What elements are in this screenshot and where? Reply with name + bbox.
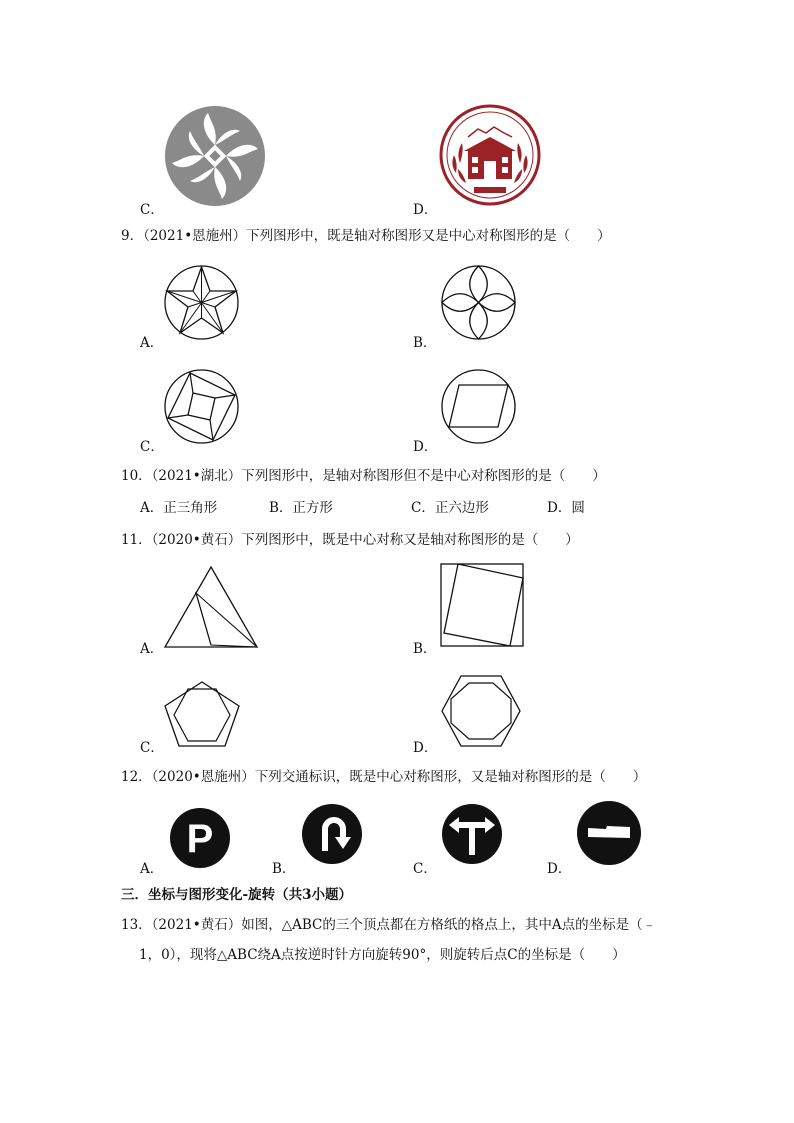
q11-option-a-label: A．: [140, 641, 164, 657]
q13-stem-line1: 13．（2021•黄石）如图，△ABC的三个顶点都在方格纸的格点上，其中A点的坐标是（﹣: [121, 917, 657, 933]
q10-option-b: B．正方形: [269, 500, 333, 516]
q10-option-d: D．圆: [547, 500, 585, 516]
q12-option-a-label: A．: [140, 861, 164, 877]
q11-option-c-pentagon-hexagon: [164, 681, 240, 747]
q12-option-a-parking-sign: [169, 807, 231, 869]
q12-option-c-left-right-turn-sign: [441, 803, 503, 865]
q12-stem: 12．（2020•恩施州）下列交通标识，既是中心对称图形，又是轴对称图形的是（ ）: [121, 769, 647, 785]
option-c-flower-logo: [164, 105, 266, 207]
q13-stem-line2: 1，0），现将△ABC绕A点按逆时针方向旋转90°，则旋转后点C的坐标是（ ）: [139, 947, 626, 963]
q9-option-a-label: A．: [140, 335, 164, 351]
q12-option-b-label: B．: [272, 861, 296, 877]
q9-option-c-pinwheel-square: [164, 369, 239, 444]
q10-stem: 10．（2021•湖北）下列图形中，是轴对称图形但不是中心对称图形的是（ ）: [121, 468, 606, 484]
q11-option-b-square-in-square: [440, 563, 524, 647]
q11-option-a-nested-triangles: [164, 566, 258, 648]
q9-option-c-label: C．: [140, 439, 164, 455]
q9-option-b-four-petal-circle: [441, 265, 516, 340]
q12-option-d-label: D．: [547, 861, 572, 877]
section3-title: 三．坐标与图形变化-旋转（共3小题）: [121, 887, 352, 903]
q12-option-c-label: C．: [413, 861, 437, 877]
q9-option-d-label: D．: [413, 439, 438, 455]
parking-letter: P: [186, 817, 214, 861]
q12-option-b-u-turn-sign: [301, 803, 363, 865]
q11-option-d-label: D．: [413, 740, 438, 756]
q10-option-c: C．正六边形: [411, 500, 489, 516]
q9-option-d-parallelogram-circle: [441, 369, 516, 444]
q11-option-c-label: C．: [140, 740, 164, 756]
q8-option-d-label: D．: [413, 202, 438, 218]
q9-option-b-label: B．: [413, 335, 437, 351]
q11-stem: 11．（2020•黄石）下列图形中，既是中心对称又是轴对称图形的是（ ）: [121, 532, 579, 548]
q12-option-d-no-entry-sign: [576, 800, 642, 866]
q9-stem: 9．（2021•恩施州）下列图形中，既是轴对称图形又是中心对称图形的是（ ）: [121, 228, 611, 244]
q9-option-a-star-in-circle: [164, 265, 239, 340]
q11-option-d-hexagon-octagon: [441, 675, 521, 747]
q11-option-b-label: B．: [413, 641, 437, 657]
q8-option-c-label: C．: [140, 202, 164, 218]
option-d-building-seal: [438, 103, 542, 207]
q10-option-a: A．正三角形: [140, 500, 218, 516]
